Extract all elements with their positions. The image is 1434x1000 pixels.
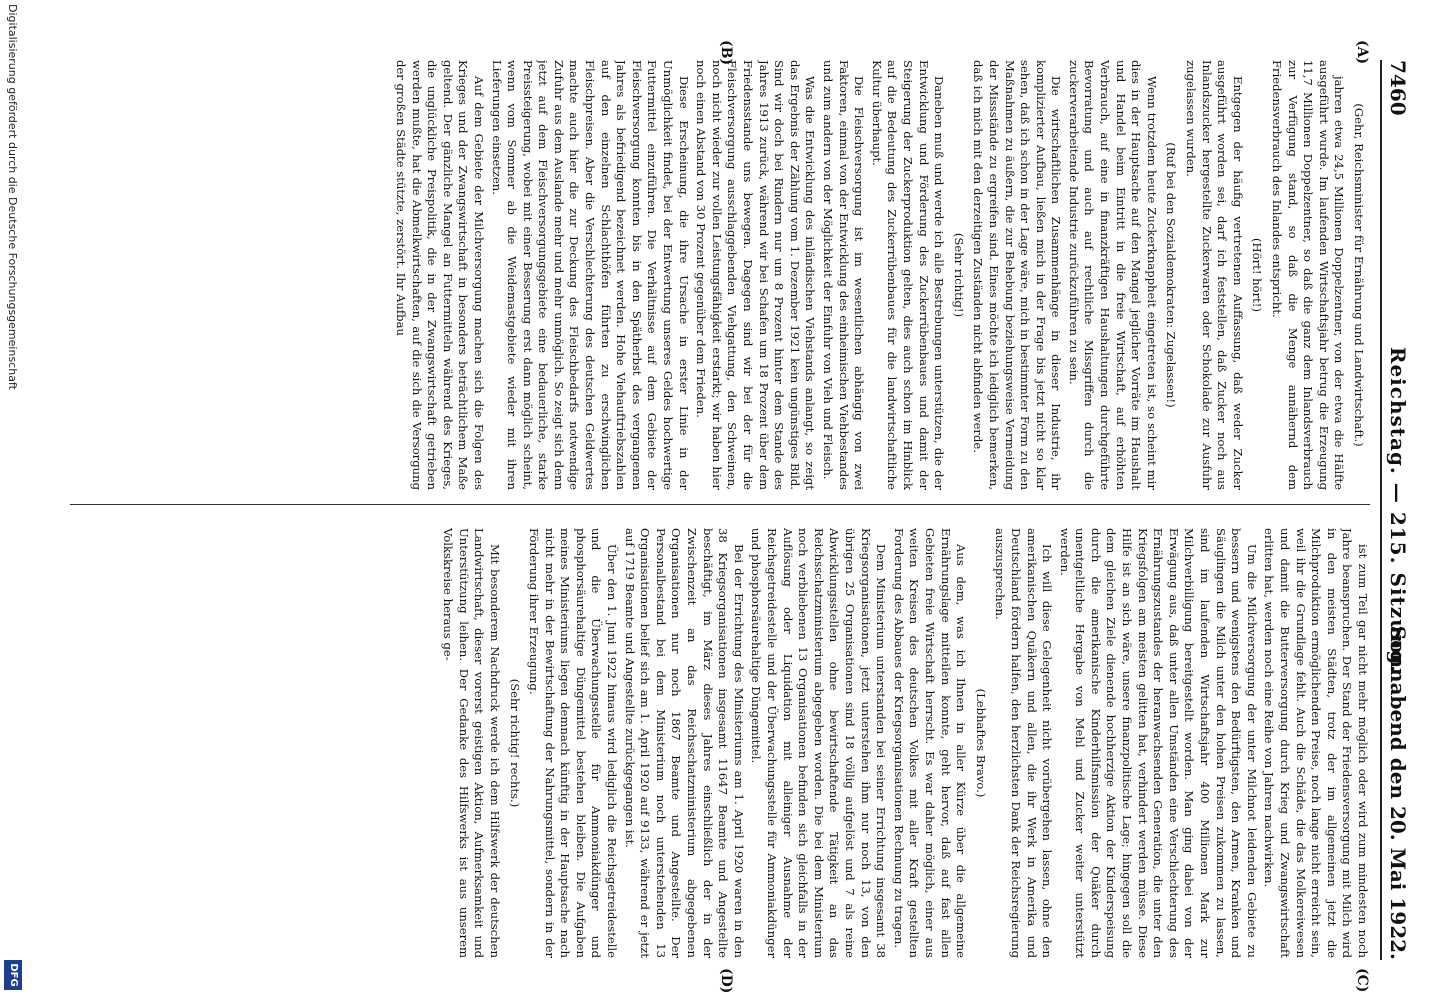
- paragraph: Bei der Errichtung des Ministeriums am 1. April 1920 waren in den 38 Kriegsorganisationen insgesamt 11647 Beamte und Angestellte beschäftigt, im März dieses Jahres einschließlich der in der Zwischenzeit an das Reichsschatzministerium abgegebenen Organisationen nur noch 1867 Beamte und Angestellte. Der Personalbestand bei dem Ministerium noch unterstehenden 13 Organisationen belief sich am 1. April 1920 auf 9133, während er jetzt auf 1719 Beamte und Angestellte zurückgegangen ist.: [622, 528, 746, 958]
- interjection: (Ruf bei den Sozialdemokraten: Zugelassen!): [1164, 142, 1179, 408]
- paragraph: Um die Milchversorgung der unter Milchnot leidenden Gebiete zu bessern und wenigstens den Bedürftigsten, den Armen, Kranken und Säuglingen die Milch unter den hohen Preisen zukommen zu lassen, sind im laufenden Wirtschaftsjahr 400 Millionen Mark zur Milchverbilligung bereitgestellt worden. Man ging dabei von der Erwägung aus, daß unter allen Umständen eine Verschlechterung des Ernährungszustandes der heranwachsenden Generation, die unter den Kriegsfolgen am meisten gelitten hat, verhindert werden müsse. Diese Hilfe ist an sich wäre, unsere finanzpolitische Lage; hingegen soll die dem gleichen Ziele dienende hochherzige Aktion der Kinderspeisung durch die amerikanische Kinderhilfsmission der Quäker durch unentgeltliche Hergabe von Mehl und Zucker weiter unterstützt werden.: [1057, 528, 1259, 958]
- margin-mark-b: (B): [718, 40, 734, 66]
- paragraph: Die wirtschaftlichen Zusammenhänge in dieser Industrie, ihr komplizierter Aufbau, ließen mich in der Frage bis jetzt nicht so klar sehen, daß ich schon in der Lage wäre, mich in bestimmter Form zu den Maßnahmen zu äußern, die zur Behebung beziehungsweise Vermeidung der Missstände zu ergreifen sind. Eines möchte ich lediglich bemerken, daß ich mich mit den derzeitigen Zuständen nicht abfinden werde.: [971, 60, 1064, 490]
- margin-mark-d: (D): [718, 968, 734, 994]
- paragraph: ist zum Teil gar nicht mehr möglich oder wird zum mindesten noch Jahre beanspruchen. Der Stand der Friedensversorgung mit Milch wird in den meisten Städten, trotz der im allgemeinen jetzt die Milchproduktion ermöglichenden Preise, noch lange nicht erreicht sein, weil ihr die Grundlage fehlt. Auch die Schäde, die das Molkereiwesen und damit die Butterversorgung durch Krieg und Zwangswirtschaft erlitten hat, werden noch eine Reihe von Jahren nachwirken.: [1262, 528, 1370, 958]
- interjection: (Sehr richtig!): [951, 232, 966, 318]
- paragraph: Entgegen der häufig vertretenen Auffassung, daß weder Zucker ausgeführt worden sei, darf ich feststellen, daß Zucker noch aus Inlandszucker hergestellte Zuckerwaren oder Schokolade zur Ausfuhr zugelassen wurden.: [1184, 60, 1245, 490]
- margin-mark-a: (A): [1354, 40, 1370, 65]
- paragraph: Über den 1. Juni 1922 hinaus wird lediglich die Reichsgetreidestelle und die Überwachungsstelle für Ammoniakdünger und phosphorsäurehaltige Düngemittel bestehen bleiben. Die Aufgaben meines Ministeriums liegen demnach künftig in der Hauptsache nach nicht mehr in der Bewirtschaftung der Nahrungsmittel, sondern in der Förderung ihrer Erzeugung.: [527, 528, 620, 958]
- left-column: [70, 60, 1370, 490]
- paragraph: Diese Erscheinung, die ihre Ursache in erster Linie in der Unmöglichkeit findet, bei der Entwertung unseres Geldes hochwertige Futtermittel einzuführen. Die Verhältnisse auf dem Gebiete der Fleischversorgung konnten bis in den Spätherbst des vergangenen Jahres als befriedigend bezeichnet werden. Hohe Viehauftriebszahlen auf den einzelnen Schlachthöfen führten zu erschwinglichen Fleischpreisen. Aber die Verschlechterung des deutschen Geldwertes machte auch hier die zur Deckung des Fleischbedarfs notwendige Zufuhr aus dem Auslande mehr und mehr unmöglich. So zeigt sich denn jetzt auf dem Fleischversorgungsgebiete eine bedauerliche, starke Preissteigerung, wobei mit einer Besserung erst dann möglich scheint, wenn vom Sommer ab die Weidemastgebiete wieder mit ihren Lieferungen einsetzen.: [489, 60, 691, 490]
- funding-credit: Digitalisierung gefördert durch die Deutsche Forschungsgemeinschaft: [6, 4, 19, 390]
- paragraph: Was die Entwicklung des inländischen Viehstands anlangt, so zeigt das Ergebnis der Zählung vom 1. Dezember 1921 kein ungünstiges Bild. Sind wir doch bei Rindern nur um 8 Prozent hinter dem Stande des Jahres 1913 zurück, während wir bei Schafen um 18 Prozent über dem Friedensstande uns bewegen. Dagegen sind wir bei der für die Fleischversorgung ausschlaggebenden Viehgattung, den Schweinen, noch nicht wieder zur vollen Leistungsfähigkeit erstarkt; wir haben hier noch einen Abstand von 30 Prozent gegenüber dem Frieden.: [694, 60, 818, 490]
- paragraph: Aus dem, was ich Ihnen in aller Kürze über die allgemeine Ernährungslage mitteilen konnte, geht hervor, daß auf fast allen Gebieten freie Wirtschaft herrscht. Es war daher möglich, einer aus weiten Kreisen des deutschen Volkes mit aller Kraft gestellten Forderung des Abbaues der Kriegsorganisationen Rechnung zu tragen.: [891, 528, 969, 958]
- paragraph: Ich will diese Gelegenheit nicht vorübergehen lassen, ohne den amerikanischen Quäkern und allen, die ihr Werk in Amerika und Deutschland fördern halfen, den herzlichsten Dank der Reichsregierung auszusprechen.: [993, 528, 1055, 958]
- paragraph: Die Fleischversorgung ist im wesentlichen abhängig von zwei Faktoren, einmal von der Entwicklung des einheimischen Viehbestandes und zum andern von der Möglichkeit der Einfuhr von Vieh und Fleisch.: [821, 60, 867, 490]
- interjection: (Lebhaftes Bravo.): [973, 688, 988, 798]
- paragraph: jahren etwa 24,5 Millionen Doppelzentner, von der etwa die Hälfte ausgeführt wurde. Im laufenden Wirtschaftsjahr betrug die Erzeugung 11,7 Millionen Doppelzentner, so daß die ganz dem Inlandsverbrauch zur Verfügung stand, so daß die Menge annähernd dem Friedensverbrauch des Inlandes entspricht.: [1270, 60, 1347, 490]
- interjection: (Sehr richtig! rechts.): [507, 678, 522, 808]
- column-divider: [70, 504, 1370, 505]
- page-title: Reichstag. — 215. Sitzung.: [1386, 346, 1410, 674]
- paragraph: Auf dem Gebiete der Milchversorgung machen sich die Folgen des Krieges und der Zwangswirtschaft in besonders beträchtlichem Maße geltend. Der gänzliche Mangel an Futtermitteln während des Krieges, die unglückliche Preispolitik, die in der Zwangswirtschaft getrieben werden mußte, hat die Abmelkwirtschaften, auf die sich die Versorgung der großen Städte stützte, zerstört. Ihr Aufbau: [393, 60, 486, 490]
- paragraph: Dem Ministerium unterstanden bei seiner Errichtung insgesamt 38 Kriegsorganisationen, jetzt unterstehen ihm nur noch 13, von den übrigen 25 Organisationen sind 18 völlig aufgelöst und 7 als reine Abwicklungsstellen ohne bewirtschaftende Tätigkeit an das Reichsschatzministerium abgegeben worden. Die bei dem Ministerium noch verbliebenen 13 Organisationen befinden sich gleichfalls in der Auflösung oder Liquidation mit alleiniger Ausnahme der Reichsgetreidestelle und der Überwachungsstelle für Ammoniakdünger und phosphorsäurehaltige Düngemittel.: [749, 528, 889, 958]
- session-date: Sonnabend den 20. Mai 1922.: [1386, 625, 1410, 960]
- right-column: [70, 528, 1370, 958]
- interjection: (Hört! hört!): [1250, 238, 1265, 312]
- paragraph: Wenn trotzdem heute Zuckerknappheit eingetreten ist, so scheint mir dies in der Hauptsache auf den Mangel jeglicher Vorräte im Haushalt und Handel beim Eintritt in die freie Wirtschaft, auf erhöhten Verbrauch, auf eine in finanzkräftigen Haushaltungen durchgeführte Bevorratung und auch auf rechtliche Missgriffen durch die zuckerverarbeitende Industrie zurückzuführen zu sein.: [1066, 60, 1159, 490]
- dfg-logo-icon: DFG: [4, 960, 22, 990]
- margin-mark-c: (C): [1354, 968, 1370, 993]
- page-number: 7460: [1386, 60, 1410, 116]
- speaker-line: (Gehr, Reichsminister für Ernährung und Landwirtschaft.): [1352, 103, 1366, 447]
- digitization-footer: [0, 0, 30, 1000]
- paragraph: Mit besonderem Nachdruck werde ich dem Hilfswerk der deutschen Landwirtschaft, dieser vorerst geistigen Aktion, Aufmerksamkeit und Unterstützung leihen. Der Gedanke des Hilfswerks ist aus unserem Volkskreise heraus ge-: [441, 528, 502, 958]
- page-header: [1380, 60, 1412, 960]
- paragraph: Daneben muß und werde ich alle Bestrebungen unterstützen, die der Entwicklung und Förderung des Zuckerrübenbaues und damit der Steigerung der Zuckerproduktion gelten, dies auch schon im Hinblick auf die Bedeutung des Zuckerrübenbaues für die landwirtschaftliche Kultur überhaupt.: [869, 60, 947, 490]
